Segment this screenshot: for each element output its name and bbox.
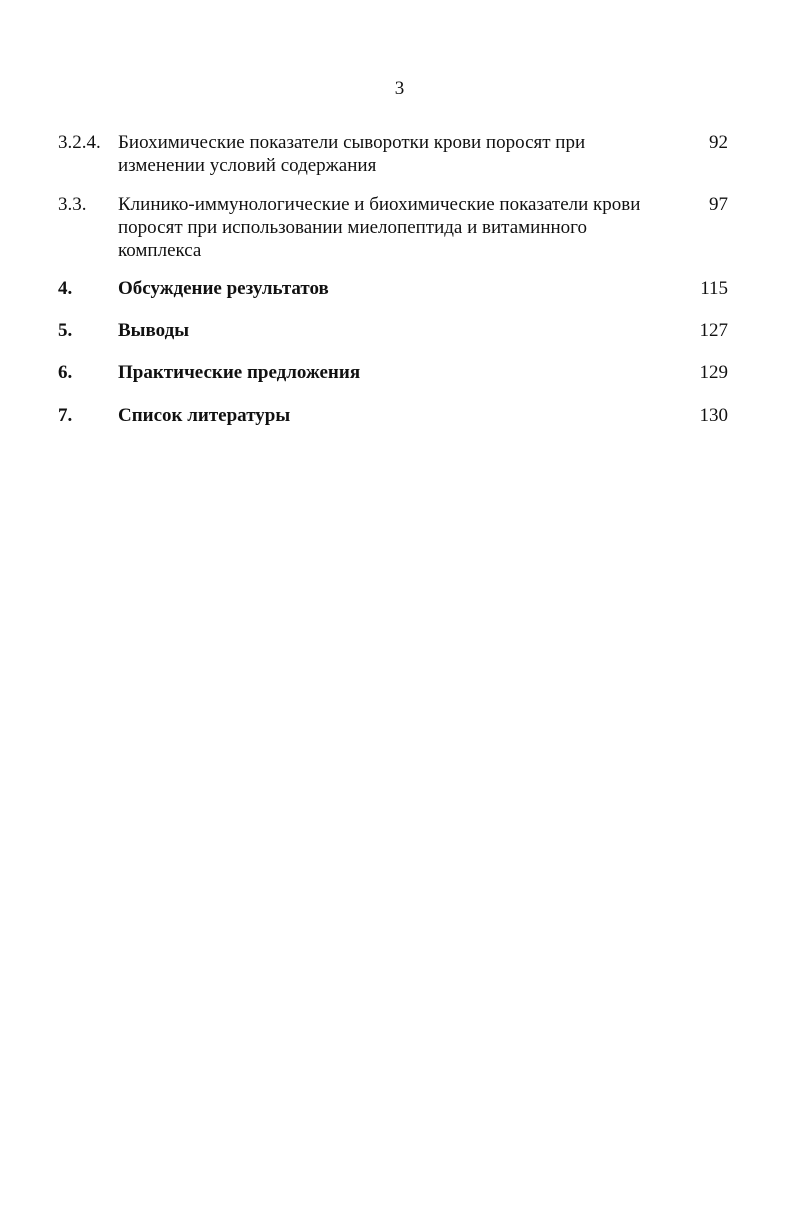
toc-entry-number: 6. [58,362,73,383]
toc-entry-page: 127 [699,320,728,341]
toc-entry-3-2-4 [58,131,728,193]
toc-entry-page: 92 [709,132,728,153]
toc-entry-title: Выводы [118,320,190,341]
toc-entry-number: 3.2.4. [58,132,101,153]
toc-entry-page: 97 [709,194,728,215]
toc-entry-number: 4. [58,278,73,299]
toc-entry-title: Обсуждение результатов [118,278,329,299]
toc-entry-3-3 [58,193,728,277]
toc-entry-4 [58,277,728,319]
toc-entry-page: 115 [700,278,728,299]
toc-entry-page: 129 [699,362,728,383]
toc-entry-title: Клинико-иммунологические и биохимические показатели крови поросят при использовании миелопептида и витаминного комплекса [118,194,641,261]
toc-entry-7 [58,404,728,434]
toc-entry-5 [58,319,728,361]
toc-entry-number: 7. [58,405,73,426]
toc-entry-number: 3.3. [58,194,87,215]
toc-entry-title: Список литературы [118,405,291,426]
toc-entry-title: Биохимические показатели сыворотки крови поросят при изменении условий содержания [118,132,586,176]
table-of-contents [58,131,728,434]
toc-entry-page: 130 [699,405,728,426]
toc-entry-title: Практические предложения [118,362,361,383]
page-number: 3 [394,78,405,99]
toc-entry-number: 5. [58,320,73,341]
toc-entry-6 [58,361,728,404]
